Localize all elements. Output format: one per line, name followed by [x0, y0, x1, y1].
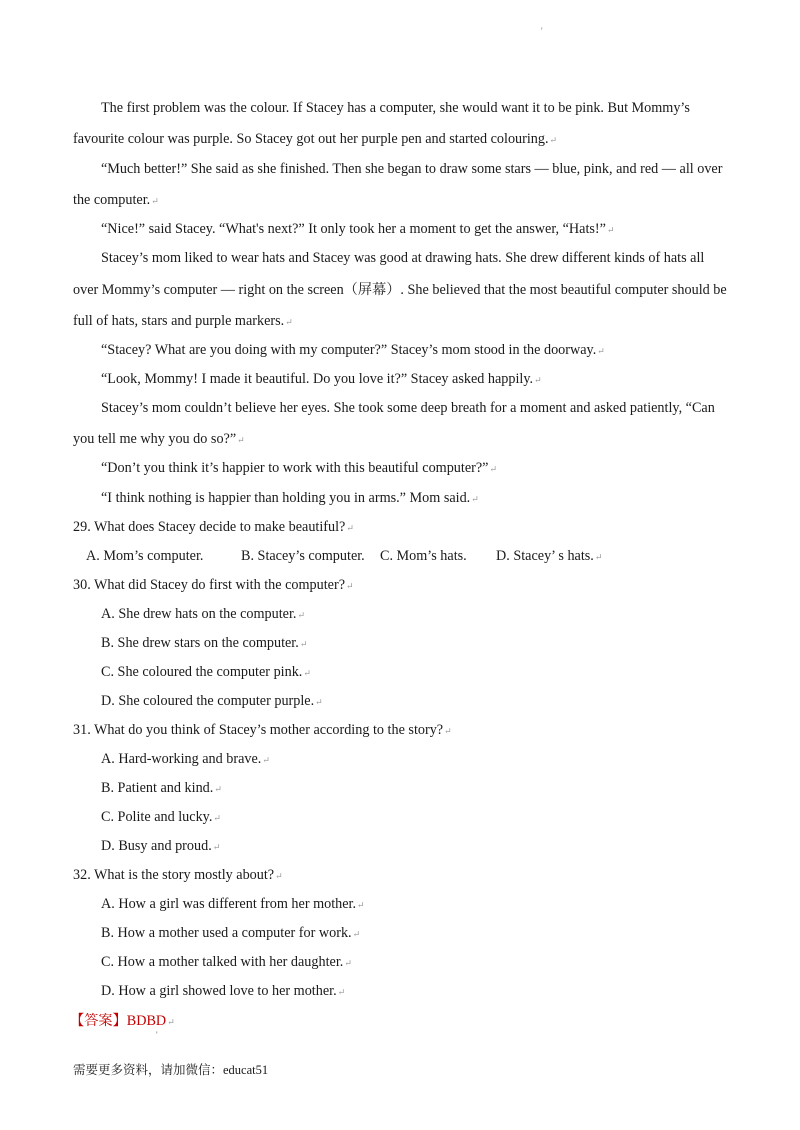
option-29-c: C. Mom’s hats.: [380, 548, 467, 564]
option-32-a: A. How a girl was different from her mother.↵: [101, 896, 365, 912]
option-31-a: A. Hard-working and brave.↵: [101, 751, 270, 767]
passage-line-1: The first problem was the colour. If Stacey has a computer, she would want it to be pink. But Mommy’s: [101, 100, 690, 116]
passage-line-2: favourite colour was purple. So Stacey got out her purple pen and started colouring.↵: [73, 131, 558, 147]
passage-line-7: over Mommy’s computer — right on the screen（屏幕）. She believed that the most beautiful computer should be: [73, 282, 727, 298]
passage-line-3: “Much better!” She said as she finished. Then she began to draw some stars — blue, pink, and red — all over: [101, 161, 723, 177]
question-29-stem: 29. What does Stacey decide to make beautiful?↵: [73, 519, 354, 535]
passage-line-10: “Look, Mommy! I made it beautiful. Do you love it?” Stacey asked happily.↵: [101, 371, 542, 387]
option-31-c: C. Polite and lucky.↵: [101, 809, 221, 825]
answer-line: 【答案】BDBD↵: [70, 1013, 175, 1029]
answer-value: BDBD: [126, 1013, 167, 1029]
question-29-options: A. Mom’s computer. B. Stacey’s computer. C. Mom’s hats. D. Stacey’ s hats.↵: [86, 548, 603, 564]
question-32-stem: 32. What is the story mostly about?↵: [73, 867, 283, 883]
option-29-a: A. Mom’s computer.: [86, 548, 204, 564]
option-29-d: D. Stacey’ s hats.: [496, 548, 594, 564]
answer-tag: 【答案】: [70, 1013, 127, 1029]
passage-line-8: full of hats, stars and purple markers.↵: [73, 313, 293, 329]
passage-line-9: “Stacey? What are you doing with my computer?” Stacey’s mom stood in the doorway.↵: [101, 342, 605, 358]
page-mark-bottom: ': [156, 1030, 158, 1040]
page-mark-top: ': [541, 26, 543, 36]
passage-line-5: “Nice!” said Stacey. “What's next?” It only took her a moment to get the answer, “Hats!”↵: [101, 221, 615, 237]
passage-line-13: “Don’t you think it’s happier to work with this beautiful computer?”↵: [101, 460, 498, 476]
question-30-stem: 30. What did Stacey do first with the computer?↵: [73, 577, 354, 593]
option-32-c: C. How a mother talked with her daughter.↵: [101, 954, 352, 970]
passage-line-11: Stacey’s mom couldn’t believe her eyes. She took some deep breath for a moment and asked patiently, “Can: [101, 400, 715, 416]
option-30-a: A. She drew hats on the computer.↵: [101, 606, 305, 622]
option-29-b: B. Stacey’s computer.: [241, 548, 365, 564]
option-31-b: B. Patient and kind.↵: [101, 780, 222, 796]
question-31-stem: 31. What do you think of Stacey’s mother according to the story?↵: [73, 722, 452, 738]
option-30-b: B. She drew stars on the computer.↵: [101, 635, 308, 651]
option-32-b: B. How a mother used a computer for work.↵: [101, 925, 361, 941]
passage-line-6: Stacey’s mom liked to wear hats and Stacey was good at drawing hats. She drew different kinds of hats all: [101, 250, 705, 266]
passage-line-4: the computer.↵: [73, 192, 159, 208]
option-31-d: D. Busy and proud.↵: [101, 838, 221, 854]
passage-line-12: you tell me why you do so?”↵: [73, 431, 245, 447]
option-30-d: D. She coloured the computer purple.↵: [101, 693, 323, 709]
option-30-c: C. She coloured the computer pink.↵: [101, 664, 311, 680]
option-32-d: D. How a girl showed love to her mother.↵: [101, 983, 346, 999]
passage-line-14: “I think nothing is happier than holding you in arms.” Mom said.↵: [101, 490, 479, 506]
footer-contact: 需要更多资料，请加微信：educat51: [73, 1063, 269, 1077]
